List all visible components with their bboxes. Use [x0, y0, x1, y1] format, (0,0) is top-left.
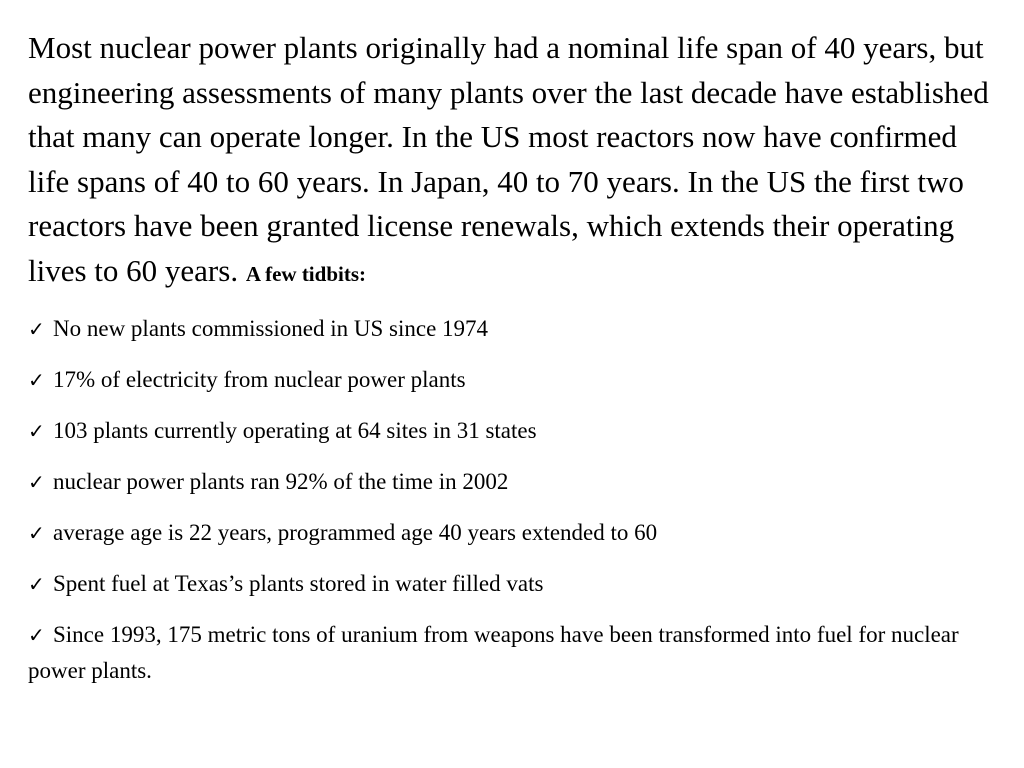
check-mark-icon: ✓ [28, 470, 45, 494]
tidbits-heading: A few tidbits: [245, 261, 366, 286]
list-item-text: Since 1993, 175 metric tons of uranium from weapons have been transformed into fuel for nuclear power plants. [28, 622, 959, 683]
check-mark-icon: ✓ [28, 572, 45, 596]
list-item-text: 103 plants currently operating at 64 sites in 31 states [53, 418, 537, 443]
check-mark-icon: ✓ [28, 419, 45, 443]
list-item [28, 464, 998, 500]
list-item [28, 515, 998, 551]
list-item [28, 566, 998, 602]
list-item-text: average age is 22 years, programmed age 40 years extended to 60 [53, 520, 658, 545]
list-item-text: nuclear power plants ran 92% of the time in 2002 [53, 469, 509, 494]
list-item-text: Spent fuel at Texas’s plants stored in water filled vats [53, 571, 544, 596]
check-mark-icon: ✓ [28, 317, 45, 341]
check-mark-icon: ✓ [28, 521, 45, 545]
list-item [28, 413, 998, 449]
intro-text: Most nuclear power plants originally had a nominal life span of 40 years, but engineering assessments of many plants over the last decade have established that many can operate longer. In the US most reactors now have confirmed life spans of 40 to 60 years. In Japan, 40 to 70 years. In the US the first two reactors have been granted license renewals, which extends their operating lives to 60 years. [28, 30, 989, 288]
check-mark-icon: ✓ [28, 623, 45, 647]
list-item-text: 17% of electricity from nuclear power plants [53, 367, 466, 392]
tidbits-list [28, 311, 998, 689]
check-mark-icon: ✓ [28, 368, 45, 392]
list-item [28, 311, 998, 347]
list-item [28, 362, 998, 398]
list-item [28, 617, 998, 689]
list-item-text: No new plants commissioned in US since 1974 [53, 316, 489, 341]
slide-content [28, 26, 998, 704]
intro-paragraph [28, 26, 998, 296]
